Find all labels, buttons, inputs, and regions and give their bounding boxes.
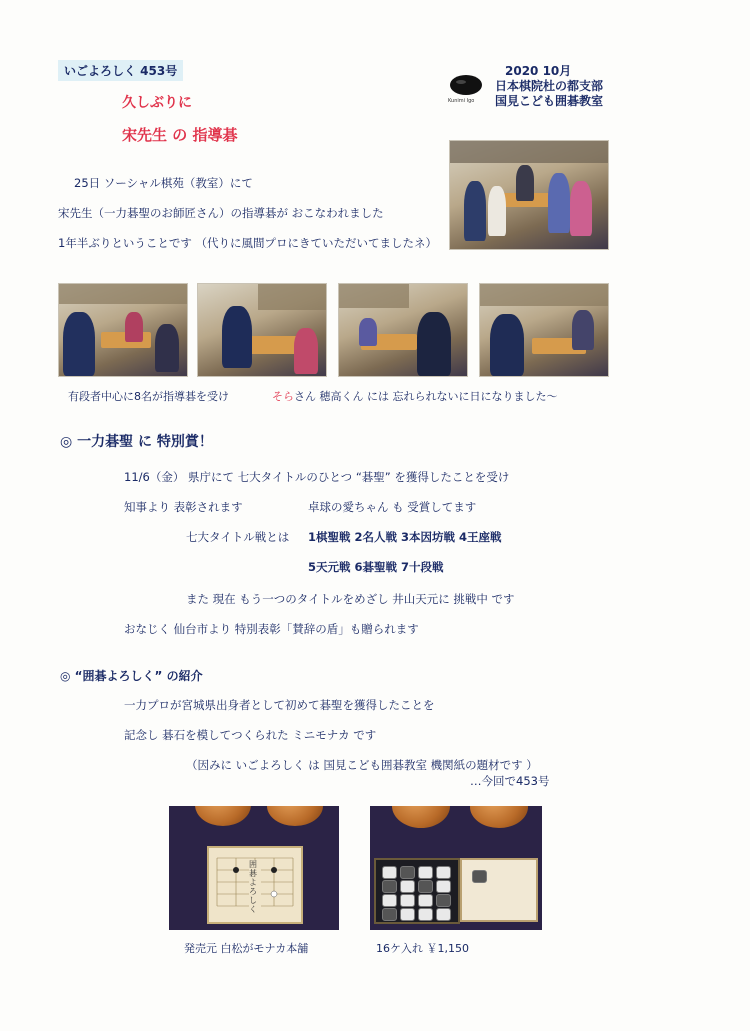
- section1-line2b: 卓球の愛ちゃん も 受賞してます: [308, 500, 477, 514]
- section1-heading: ◎ 一力碁聖 に 特別賞！: [60, 434, 213, 450]
- caption-seller: 発売元 白松がモナカ本舗: [184, 942, 309, 955]
- lesson-photo-3: [338, 283, 468, 377]
- headline-title: 宋先生 の 指導碁: [122, 126, 238, 144]
- section2-heading: ◎ “囲碁よろしく” の紹介: [60, 669, 203, 683]
- logo-text: Kunimi Igo: [448, 98, 475, 104]
- org-name: 日本棋院杜の都支部: [495, 79, 604, 93]
- org-class: 国見こども囲碁教室: [495, 94, 604, 108]
- student-name: そら: [272, 390, 294, 403]
- section1-line2a: 知事より 表彰されます: [124, 500, 243, 514]
- section1-line1: 11/6（金） 県庁にて 七大タイトルのひとつ “碁聖” を獲得したことを受け: [124, 470, 510, 484]
- lesson-photo-4: [479, 283, 609, 377]
- lesson-photo-2: [197, 283, 327, 377]
- section2-line1: 一力プロが宮城県出身者として初めて碁聖を獲得したことを: [124, 698, 435, 712]
- lesson-photo-1: [58, 283, 188, 377]
- intro-line3: 1年半ぶりということです （代りに風間プロにきていただいてましたネ）: [58, 236, 437, 250]
- intro-line2: 宋先生（一力碁聖のお師匠さん）の指導碁が おこなわれました: [58, 206, 384, 220]
- section1-line3: また 現在 もう一つのタイトルをめざし 井山天元に 挑戦中 です: [186, 592, 515, 606]
- headline-line1: 久しぶりに: [122, 95, 192, 111]
- photo-caption-left: 有段者中心に8名が指導碁を受け: [68, 390, 229, 403]
- monaka-box-photo: [169, 806, 339, 930]
- intro-line1: 25日 ソーシャル棋苑（教室）にて: [74, 176, 253, 190]
- box-label: 囲碁よろしく: [249, 860, 261, 914]
- section2-line4: …今回で453号: [470, 774, 550, 788]
- open-box-lid: [460, 858, 538, 922]
- issue-number: いごよろしく 453号: [58, 60, 183, 81]
- seven-titles-row1: 1棋聖戦 2名人戦 3本因坊戦 4王座戦: [308, 530, 502, 544]
- top-photo: [449, 140, 609, 250]
- section2-line3: （因みに いごよろしく は 国見こども囲碁教室 機関紙の題材です ）: [186, 758, 538, 772]
- seven-titles-row2: 5天元戦 6碁聖戦 7十段戦: [308, 560, 444, 574]
- caption-price: 16ケ入れ ￥1,150: [376, 942, 469, 955]
- section2-line2: 記念し 碁石を模してつくられた ミニモナカ です: [124, 728, 377, 742]
- club-logo: [446, 72, 486, 106]
- monaka-tray-photo: [370, 806, 542, 930]
- issue-date: 2020 10月: [505, 64, 572, 78]
- photo-caption-right: [272, 388, 558, 404]
- photo-caption-rest: さん 穂高くん には 忘れられないに日になりました～: [294, 390, 558, 403]
- section1-line4: おなじく 仙台市より 特別表彰「賛辞の盾」も贈られます: [124, 622, 419, 636]
- seven-titles-label: 七大タイトル戦とは: [186, 530, 290, 544]
- stone-tray: [374, 858, 460, 924]
